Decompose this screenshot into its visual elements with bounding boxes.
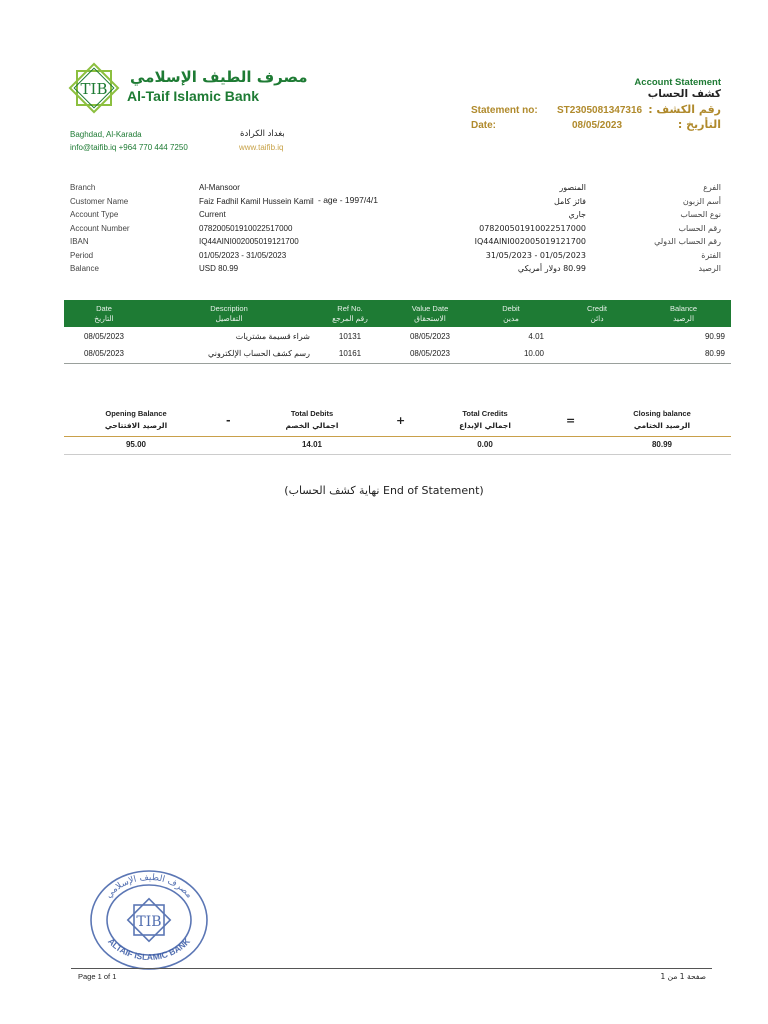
- bank-name-english: Al-Taif Islamic Bank: [127, 88, 260, 104]
- address-arabic: بغداد الكرادة: [240, 129, 285, 139]
- column-header-description: Description التفاصيل: [144, 300, 314, 327]
- summary-plus-sign: +: [396, 414, 406, 427]
- summary-credits-value: 0.00: [477, 440, 493, 449]
- table-row: [64, 345, 731, 363]
- info-row-account-number: [0, 224, 768, 238]
- info-row-branch: [0, 183, 768, 197]
- info-label-arabic: رقم الحساب الدولي: [654, 237, 721, 246]
- summary-opening-label: Opening Balance الرصيد الافتتاحي: [104, 409, 168, 430]
- summary-closing-value: 80.99: [651, 440, 673, 449]
- website-link[interactable]: www.taifib.iq: [239, 143, 284, 152]
- info-row-iban: [0, 237, 768, 251]
- summary-minus-sign: -: [226, 414, 231, 427]
- info-label-arabic: الفرع: [703, 183, 721, 192]
- column-header-value-date: Value Date الاستحقاق: [386, 300, 474, 327]
- summary-bottom-divider: [64, 454, 731, 455]
- info-value: USD 80.99: [199, 264, 239, 273]
- cell-debit: 4.01: [528, 331, 544, 341]
- info-label: Balance: [70, 264, 99, 273]
- info-label: Branch: [70, 183, 96, 192]
- info-label-arabic: نوع الحساب: [680, 210, 721, 219]
- bank-stamp-icon: [88, 868, 210, 972]
- cell-credit: [556, 327, 638, 345]
- info-value-arabic: المنصور: [559, 183, 586, 192]
- cell-ref: 10131: [338, 331, 362, 341]
- date-value: 08/05/2023: [572, 120, 623, 131]
- cell-value-date: 08/05/2023: [386, 345, 474, 363]
- table-header-row: [64, 300, 731, 327]
- cell-date: 08/05/2023: [83, 331, 125, 341]
- contact-line: info@taifib.iq +964 770 444 7250: [70, 143, 188, 152]
- transactions-table: [64, 300, 731, 364]
- cell-ref: 10161: [314, 345, 386, 363]
- info-value: Al-Mansoor: [199, 183, 240, 192]
- page-indicator-arabic: صفحة 1 من 1: [660, 972, 706, 981]
- summary-equals-sign: =: [566, 414, 576, 427]
- info-row-balance: [0, 264, 768, 278]
- cell-description: شراء قسيمة مشتريات: [235, 331, 310, 341]
- column-header-ref: Ref No. رقم المرجع: [314, 300, 386, 327]
- summary-credits-label: Total Credits اجمالي الإبداع: [459, 409, 511, 430]
- info-label: Account Number: [70, 223, 130, 233]
- statement-title-arabic: كشف الحساب: [647, 88, 721, 100]
- summary-debits-value: 14.01: [301, 440, 323, 449]
- info-value-arabic: جاري: [568, 210, 586, 219]
- info-value: 01/05/2023 - 31/05/2023: [199, 250, 287, 260]
- info-label: Period: [70, 250, 94, 260]
- cell-balance: 80.99: [638, 345, 731, 363]
- info-row-customer-name: [0, 194, 768, 211]
- info-label-arabic: الرصيد: [698, 264, 721, 273]
- column-header-balance: Balance الرصيد: [638, 300, 731, 327]
- info-label-arabic: أسم الزبون: [682, 196, 721, 206]
- footer-divider: [71, 968, 712, 969]
- column-header-date: Date التاريخ: [64, 300, 144, 327]
- info-value-arabic: فائز كامل: [553, 196, 586, 206]
- info-value: Current: [199, 210, 226, 219]
- info-label-arabic: الفترة: [701, 250, 721, 260]
- table-row: [64, 327, 731, 345]
- svg-text:TIB: TIB: [136, 914, 162, 930]
- summary-opening-value: 95.00: [125, 440, 147, 449]
- info-label: Customer Name: [70, 196, 129, 206]
- info-value-arabic: 078200501910022517000: [479, 223, 586, 233]
- address-english: Baghdad, Al-Karada: [70, 130, 142, 139]
- info-value-arabic: IQ44AINI002005019121700: [474, 237, 586, 246]
- svg-text:ALTAIF ISLAMIC BANK: ALTAIF ISLAMIC BANK: [106, 936, 192, 963]
- column-header-credit: Credit دائن: [556, 300, 638, 327]
- svg-text:مصرف الطيف الإسلامي: مصرف الطيف الإسلامي: [104, 872, 194, 901]
- info-value-arabic: 80.99 دولار أمريكي: [517, 264, 586, 273]
- summary-divider: [64, 436, 731, 437]
- statement-no-label: Statement no:: [471, 105, 538, 116]
- page-indicator-english: Page 1 of 1: [78, 972, 117, 981]
- info-row-account-type: [0, 210, 768, 224]
- svg-text:TIB: TIB: [80, 80, 108, 98]
- cell-credit: [556, 345, 638, 363]
- info-age: - age - 1997/4/1: [318, 194, 379, 205]
- statement-no-label-arabic: رقم الكشف :: [648, 103, 721, 116]
- summary-debits-label: Total Debits اجمالي الخصم: [285, 409, 339, 430]
- date-label: Date:: [471, 120, 497, 131]
- info-value: 078200501910022517000: [199, 223, 293, 233]
- cell-balance: 90.99: [704, 331, 725, 341]
- column-header-debit: Debit مدين: [474, 300, 556, 327]
- cell-date: 08/05/2023: [64, 345, 144, 363]
- info-label: Account Type: [70, 210, 119, 219]
- summary-closing-label: Closing balance الرصيد الختامي: [633, 409, 691, 430]
- account-info: [0, 183, 768, 278]
- bank-name-arabic: مصرف الطيف الإسلامي: [130, 68, 308, 86]
- cell-description: رسم كشف الحساب الإلكتروني: [144, 345, 314, 363]
- info-value-arabic: 31/05/2023 - 01/05/2023: [485, 250, 586, 260]
- date-label-arabic: التأريخ :: [677, 118, 721, 131]
- info-value: Faiz Fadhil Kamil Hussein Kamil: [199, 196, 314, 206]
- info-label: IBAN: [70, 237, 89, 246]
- cell-value-date: 08/05/2023: [409, 331, 451, 341]
- cell-debit: 10.00: [474, 345, 556, 363]
- info-value: IQ44AINI002005019121700: [199, 237, 299, 246]
- end-of-statement-note: (نهاية كشف الحساب End of Statement): [284, 484, 484, 497]
- statement-no-value: ST2305081347316: [557, 105, 643, 116]
- bank-logo-icon: [64, 62, 124, 114]
- info-row-period: [0, 251, 768, 265]
- info-label-arabic: رقم الحساب: [678, 223, 721, 233]
- statement-title-english: Account Statement: [634, 77, 721, 88]
